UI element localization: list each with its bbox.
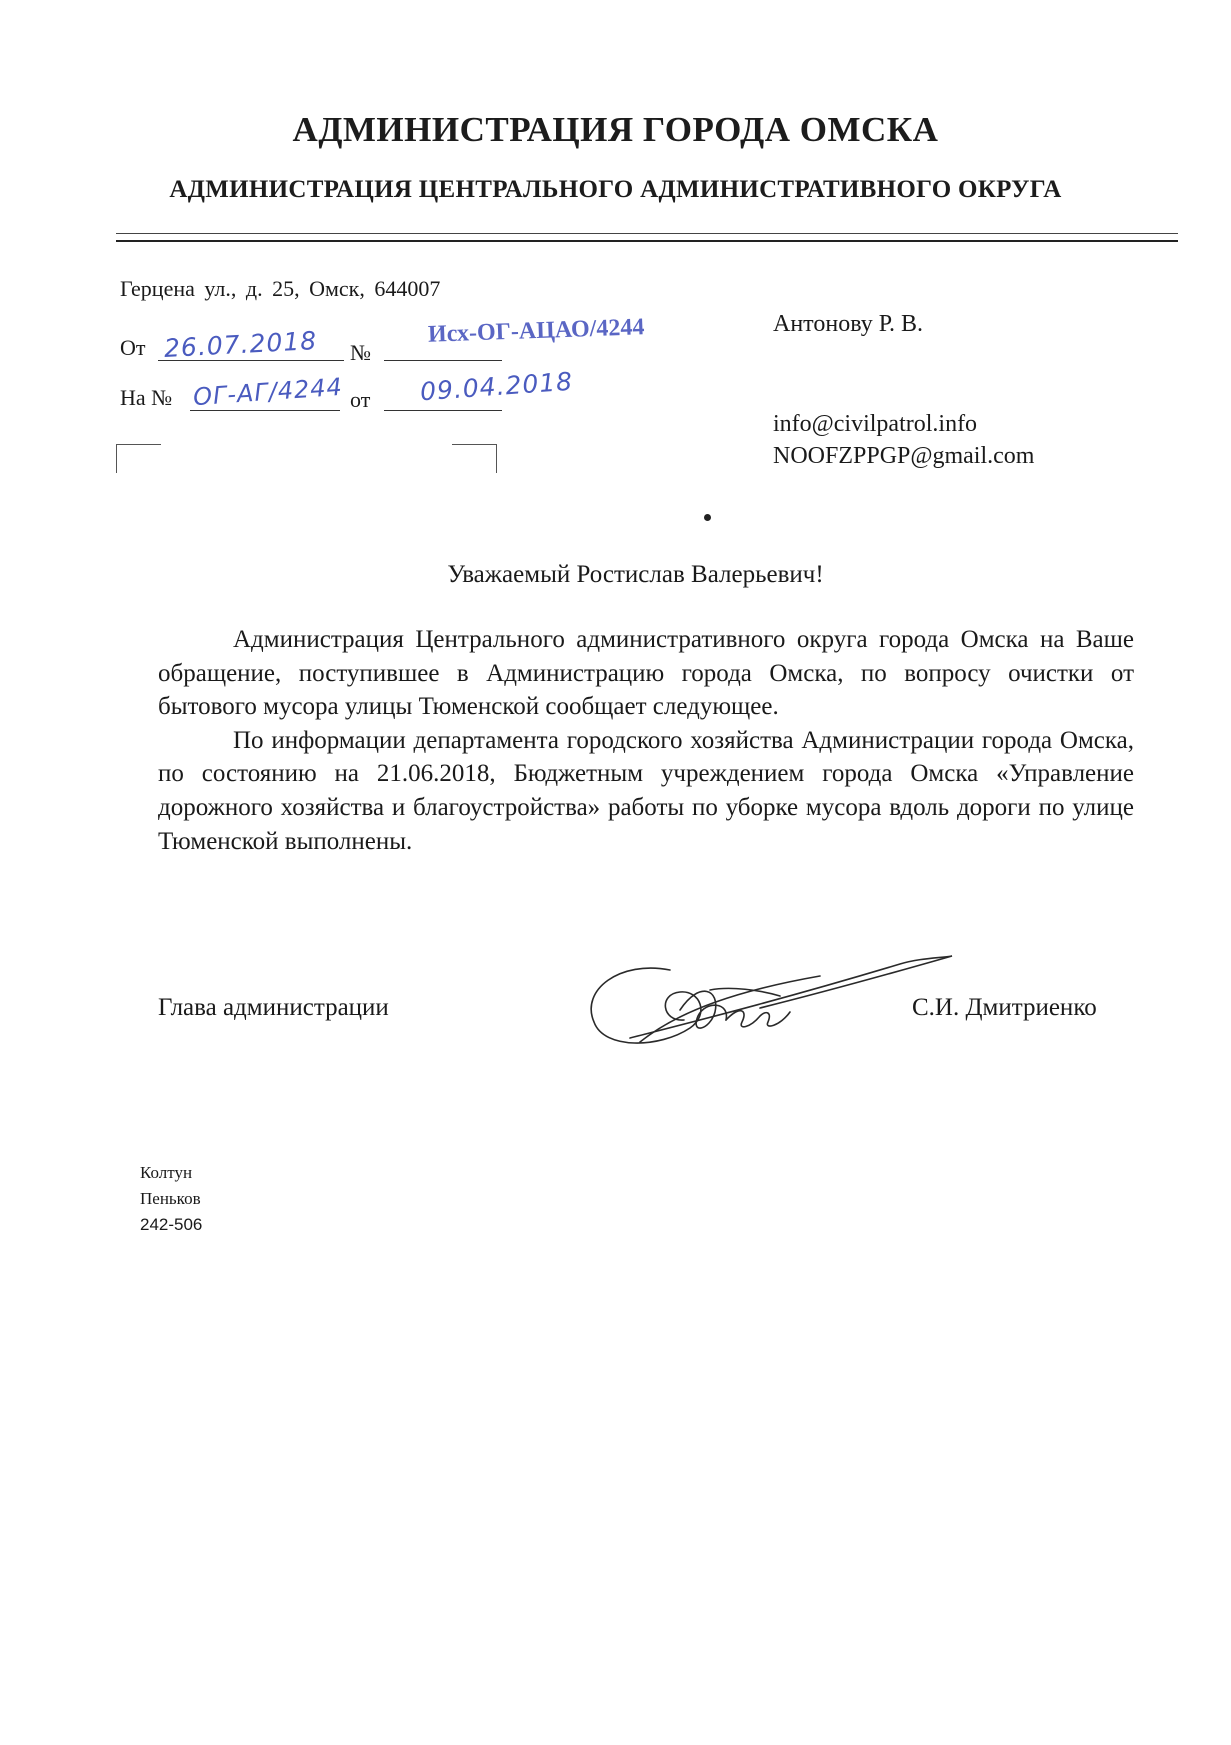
reply-date-line xyxy=(384,410,502,411)
header-divider-thick xyxy=(116,240,1178,242)
header-divider-thin xyxy=(116,233,1178,234)
reply-date-handwritten: 09.04.2018 xyxy=(419,366,574,407)
executors-block xyxy=(140,1160,202,1238)
sender-address: Герцена ул., д. 25, Омск, 644007 xyxy=(120,276,441,301)
from-label: От xyxy=(120,335,146,360)
from-date-handwritten: 26.07.2018 xyxy=(163,326,318,363)
salutation: Уважаемый Ростислав Валерьевич! xyxy=(447,561,824,588)
reply-from-label: от xyxy=(350,387,371,412)
recipient-email-1: info@civilpatrol.info xyxy=(773,411,978,437)
outgoing-number-stamp: Исх-ОГ-АЦАО/4244 xyxy=(427,314,645,348)
recipient-name: Антонову Р. В. xyxy=(773,311,924,337)
number-label: № xyxy=(350,340,371,365)
letter-body xyxy=(158,623,1134,858)
signatory-name: С.И. Дмитриенко xyxy=(912,994,1097,1021)
handwritten-signature xyxy=(580,950,960,1060)
address-zone-bracket-left xyxy=(116,444,161,473)
letter-paragraph: Администрация Центрального административного округа города Омска на Ваше обращение, поступившее в Администрацию города Омска, по вопросу очистки от бытового мусора улицы Тюменской сообщает следующее. xyxy=(158,626,1134,721)
signatory-position: Глава администрации xyxy=(158,994,389,1021)
page-title: АДМИНИСТРАЦИЯ ГОРОДА ОМСКА xyxy=(292,110,939,149)
executor-phone: 242-506 xyxy=(140,1215,203,1234)
recipient-email-2: NOOFZPPGP@gmail.com xyxy=(773,443,1035,469)
number-line xyxy=(384,360,502,361)
ink-dot xyxy=(704,514,711,521)
page-subtitle: АДМИНИСТРАЦИЯ ЦЕНТРАЛЬНОГО АДМИНИСТРАТИВНОГО ОКРУГА xyxy=(169,176,1062,203)
reply-number-line xyxy=(190,410,340,411)
address-zone-bracket-right xyxy=(452,444,497,473)
executor-name: Пеньков xyxy=(140,1189,201,1208)
executor-name: Колтун xyxy=(140,1163,193,1182)
reply-number-handwritten: ОГ-АГ/4244 xyxy=(192,372,344,412)
reply-label: На № xyxy=(120,385,173,410)
letter-paragraph: По информации департамента городского хозяйства Администрации города Омска, по состоянию на 21.06.2018, Бюджетным учреждением города Омска «Управление дорожного хозяйства и благоустройства» работы по уборке мусора вдоль дороги по улице Тюменской выполнены. xyxy=(158,726,1134,855)
